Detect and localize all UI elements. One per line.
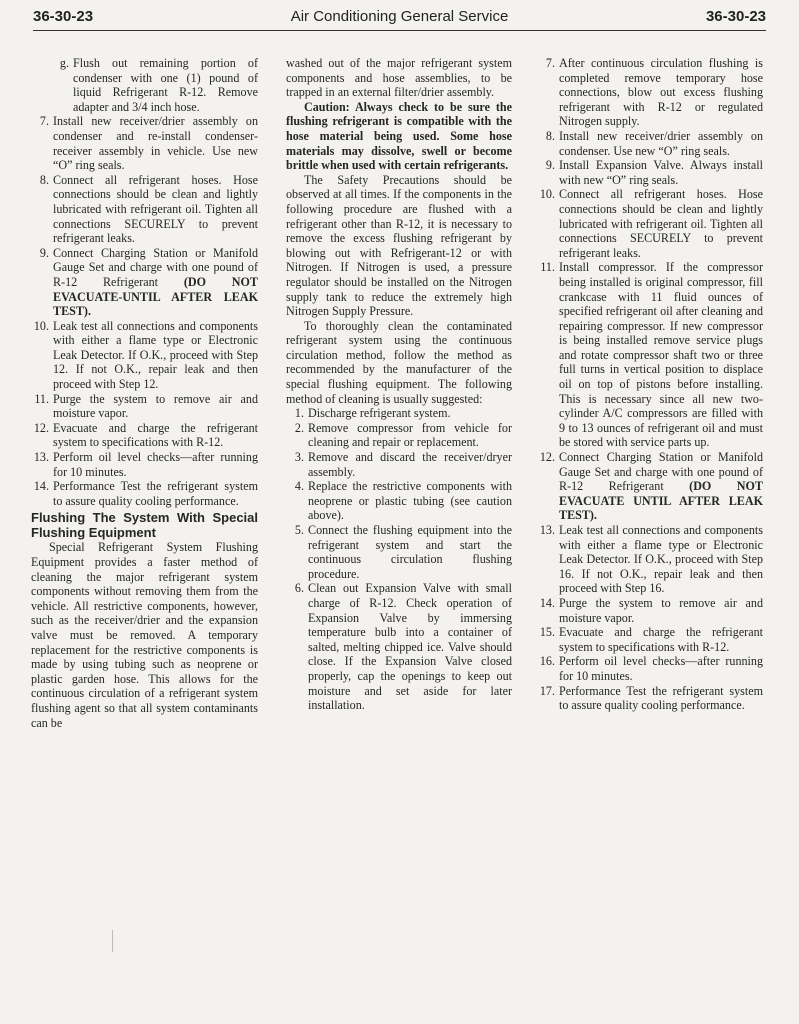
step-number: g. (59, 56, 69, 70)
safety-paragraph: The Safety Precautions should be observed at all times. If the components in the following procedure are flushed with a refrigerant other than R-12, it is necessary to remove the excess flushing refrigerant by blowing out with Refrigerant-12 or with Nitrogen. If Nitrogen is used, a pressure regulator should be installed on the Nitrogen supply tank to reduce the extremely high Nitrogen Supply Pressure. (286, 172, 512, 319)
column-right (537, 56, 763, 713)
step-text: Leak test all connections and components with either a flame type or Electronic Leak Detector. If O.K., proceed with Step 16. If not O.K., repair leak and then proceed with Step 16. (559, 523, 763, 596)
step-text: Purge the system to remove air and moisture vapor. (53, 391, 258, 421)
step-text: Install new receiver/drier assembly on condenser and re-install condenser-receiver assembly in vehicle. Use new “O” ring seals. (53, 114, 258, 173)
intro-paragraph: Special Refrigerant System Flushing Equipment provides a faster method of cleaning the major refrigerant system components without removing them from the vehicle. All restrictive components, however, such as the receiver/drier and the expansion valve must be removed. A temporary replacement for the restrictive components is made by using tubing such as neoprene or plastic garden hose. This allows for the continuous circulation of a refrigerant system flushing agent so that all system contaminants can be (31, 540, 258, 730)
step-text: After continuous circulation flushing is completed remove temporary hose connections, blow out excess flushing refrigerant with R-12 or regulated Nitrogen supply. (559, 56, 763, 129)
step-number: 10. (539, 187, 555, 202)
page-title: Air Conditioning General Service (290, 8, 509, 25)
step-number: 15. (539, 625, 555, 640)
step-text: Performance Test the refrigerant system to assure quality cooling performance. (559, 683, 763, 713)
section-heading: Flushing The System With Special Flushing Equipment (31, 510, 258, 541)
step-text: Connect all refrigerant hoses. Hose connections should be clean and lightly lubricated with refrigerant oil. Tighten all connections SECURELY to prevent refrigerant leaks. (53, 172, 258, 246)
step-text: Purge the system to remove air and moisture vapor. (559, 595, 763, 625)
step-number: 9. (39, 245, 49, 260)
step-number: 14. (539, 595, 555, 610)
list-item (537, 187, 763, 260)
step-list (31, 56, 258, 508)
list-item (286, 523, 512, 581)
step-text: Evacuate and charge the refrigerant system to specifications with R-12. (53, 420, 258, 450)
page-header (33, 6, 766, 31)
list-item (537, 625, 763, 654)
step-list (537, 56, 763, 713)
step-emphasis: (DO NOT EVACUATE UNTIL AFTER LEAK TEST). (559, 479, 763, 523)
step-text: Remove and discard the receiver/dryer assembly. (308, 450, 512, 479)
list-item (31, 114, 258, 172)
step-number: 11. (540, 260, 555, 275)
list-item (31, 56, 258, 114)
step-number: 1. (294, 406, 304, 421)
column-middle (286, 56, 512, 713)
step-number: 8. (39, 172, 49, 187)
list-item (286, 479, 512, 523)
step-number: 7. (39, 114, 49, 129)
page-number-right: 36-30-23 (705, 8, 766, 25)
list-item (537, 129, 763, 158)
step-text: Connect Charging Station or Manifold Gauge Set and charge with one pound of R-12 Refrigerant (DO NOT EVACUATE UNTIL AFTER LEAK TEST). (559, 450, 763, 523)
step-text: Remove compressor from vehicle for cleaning and repair or replacement. (308, 420, 512, 450)
caution-note: Caution: Always check to be sure the flushing refrigerant is compatible with the hose material being used. Some hose materials may dissolve, swell or become brittle when used with certain refrigerants. (286, 99, 512, 173)
list-item (31, 421, 258, 450)
list-item (537, 450, 763, 523)
continued-paragraph: washed out of the major refrigerant system components and hose assemblies, to be trapped in an external filter/drier assembly. (286, 56, 512, 100)
step-number: 13. (33, 450, 49, 465)
list-item (286, 581, 512, 712)
step-list (286, 406, 512, 712)
step-emphasis: (DO NOT EVACUATE-UNTIL AFTER LEAK TEST). (53, 274, 259, 319)
scan-mark (112, 930, 113, 952)
list-item (286, 406, 512, 421)
step-number: 13. (539, 523, 555, 537)
step-text: Performance Test the refrigerant system to assure quality cooling performance. (53, 479, 258, 508)
page-number-left: 36-30-23 (33, 8, 94, 25)
step-text: Connect the flushing equipment into the refrigerant system and start the continuous circulation flushing procedure. (308, 523, 512, 581)
list-item (537, 654, 763, 683)
step-text: Leak test all connections and components with either a flame type or Electronic Leak Detector. If O.K., proceed with Step 12. If not O.K., repair leak and then proceed with Step 12. (53, 318, 258, 392)
list-item (537, 158, 763, 187)
step-number: 14. (33, 479, 49, 494)
step-number: 3. (294, 450, 304, 465)
list-item (537, 56, 763, 129)
step-number: 8. (545, 128, 555, 143)
list-item (31, 173, 258, 246)
step-number: 6. (294, 581, 304, 596)
step-number: 5. (294, 523, 304, 537)
step-text: Perform oil level checks—after running for 10 minutes. (559, 654, 763, 683)
list-item (31, 246, 258, 319)
step-text: Replace the restrictive components with neoprene or plastic tubing (see caution above). (308, 479, 512, 523)
step-text: Flush out remaining portion of condenser with one (1) pound of liquid Refrigerant R-12. Remove adapter and 3/4 inch hose. (73, 56, 258, 114)
list-item (31, 319, 258, 392)
list-item (286, 450, 512, 479)
step-number: 10. (33, 318, 49, 333)
step-text: Evacuate and charge the refrigerant system to specifications with R-12. (559, 625, 763, 654)
step-number: 12. (539, 450, 555, 465)
step-text: Perform oil level checks—after running for 10 minutes. (53, 450, 258, 479)
step-number: 2. (294, 420, 304, 435)
step-number: 12. (33, 420, 49, 435)
list-item (31, 479, 258, 508)
list-item (286, 421, 512, 450)
step-text: Discharge refrigerant system. (308, 406, 451, 421)
list-item (31, 450, 258, 479)
list-item (537, 596, 763, 625)
list-item (537, 523, 763, 596)
list-item (537, 260, 763, 450)
step-number: 16. (539, 654, 555, 669)
method-paragraph: To thoroughly clean the contaminated refrigerant system using the continuous circulation method, follow the method as recommended by the manufacturer of the special flushing equipment. The following method of cleaning is usually suggested: (286, 318, 512, 406)
step-text: Install compressor. If the compressor being installed is original compressor, fill crankcase with 11 fluid ounces of specified refrigerant oil after cleaning and repairing compressor. If new compressor is being installed remove service plugs and rotate compressor shaft two or three full turns in vertical position to displace oil on top of pistons before installing. This is necessary since all new two-cylinder A/C compressors are filled with 9 to 13 ounces of refrigerant oil and must be stored with service parts up. (559, 260, 763, 450)
step-number: 11. (34, 391, 49, 406)
step-text: Install new receiver/drier assembly on condenser. Use new “O” ring seals. (559, 128, 763, 158)
step-number: 17. (539, 683, 555, 698)
list-item (31, 392, 258, 421)
step-number: 4. (294, 479, 304, 494)
list-item (537, 684, 763, 713)
step-text: Install Expansion Valve. Always install with new “O” ring seals. (559, 158, 763, 187)
step-number: 9. (545, 158, 555, 173)
column-left (31, 56, 258, 730)
step-text: Connect Charging Station or Manifold Gauge Set and charge with one pound of R-12 Refrigerant (DO NOT EVACUATE-UNTIL AFTER LEAK TEST). (53, 245, 259, 319)
step-number: 7. (545, 56, 555, 70)
step-text: Clean out Expansion Valve with small charge of R-12. Check operation of Expansion Valve by immersing temperature bulb into a container of salted, melting chipped ice. Valve should close. If the Expansion Valve closed properly, cap the openings to keep out moisture and set aside for later installation. (308, 581, 512, 713)
step-text: Connect all refrigerant hoses. Hose connections should be clean and lightly lubricated with refrigerant oil. Tighten all connections SECURELY to prevent refrigerant leaks. (559, 187, 763, 260)
